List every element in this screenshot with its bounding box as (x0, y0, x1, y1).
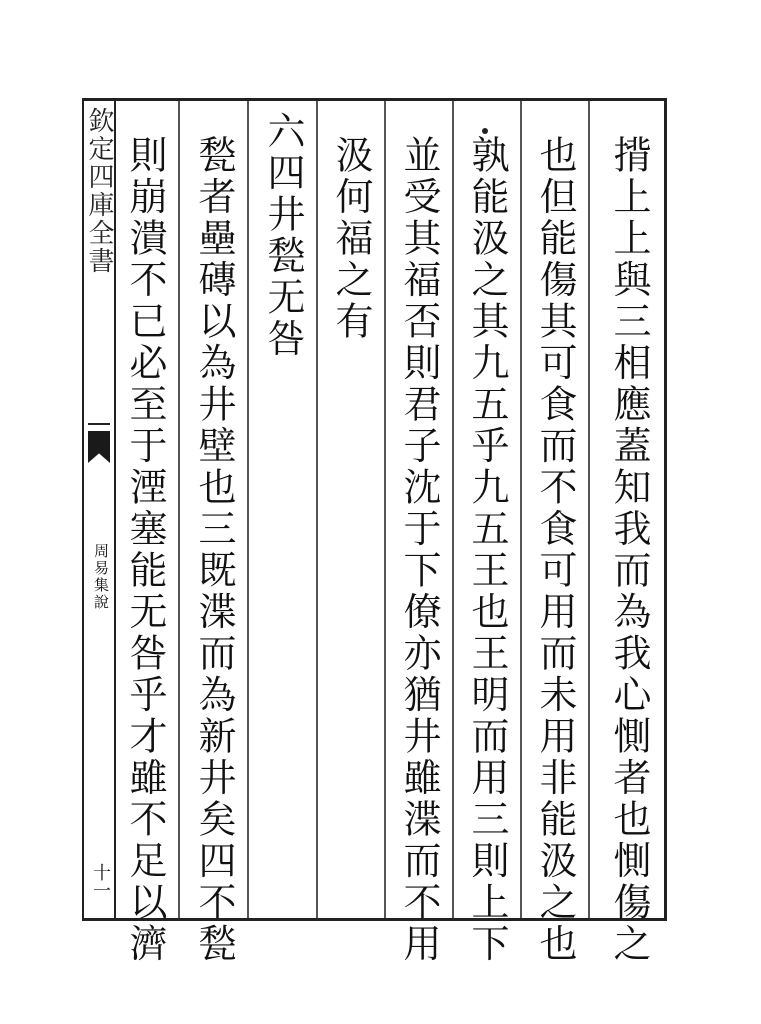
column-heading-text: 六四井甃无咎 (261, 111, 305, 360)
page-margin-column (84, 101, 114, 918)
column-text: 揹上上與三相應蓋知我而為我心惻者也惻傷之 (607, 135, 651, 965)
text-column-8 (118, 101, 178, 965)
page-number: 十一 (90, 863, 111, 899)
text-column-7 (186, 101, 247, 965)
text-column-6-heading (254, 101, 316, 918)
text-column-2 (526, 101, 588, 965)
column-divider (588, 101, 590, 918)
column-divider (247, 101, 249, 918)
fish-tail-mark (88, 431, 110, 463)
book-title: 周易集說 (92, 543, 110, 611)
text-column-1 (596, 101, 662, 965)
column-text: 汲何福之有 (329, 135, 373, 343)
column-text: 孰能汲之其九五乎九五王也王明而用三則上下 (465, 135, 509, 965)
frame-right-border (664, 98, 667, 921)
column-text: 並受其福否則君子沈于下僚亦猶井雖渫而不用 (397, 135, 441, 965)
collection-title: 欽定四庫全書 (84, 107, 114, 275)
margin-rule (88, 423, 110, 425)
text-column-3 (458, 101, 520, 965)
text-column-5 (322, 101, 384, 918)
column-divider (178, 101, 180, 918)
text-column-4 (390, 101, 452, 965)
column-text: 甃者壘磚以為井壁也三既渫而為新井矣四不甃 (192, 135, 236, 965)
column-text: 也但能傷其可食而不食可用而未用非能汲之也 (533, 135, 577, 965)
punctuation-dot (482, 128, 488, 134)
column-text: 則崩潰不已必至于湮塞能无咎乎才雖不足以濟 (123, 135, 167, 965)
